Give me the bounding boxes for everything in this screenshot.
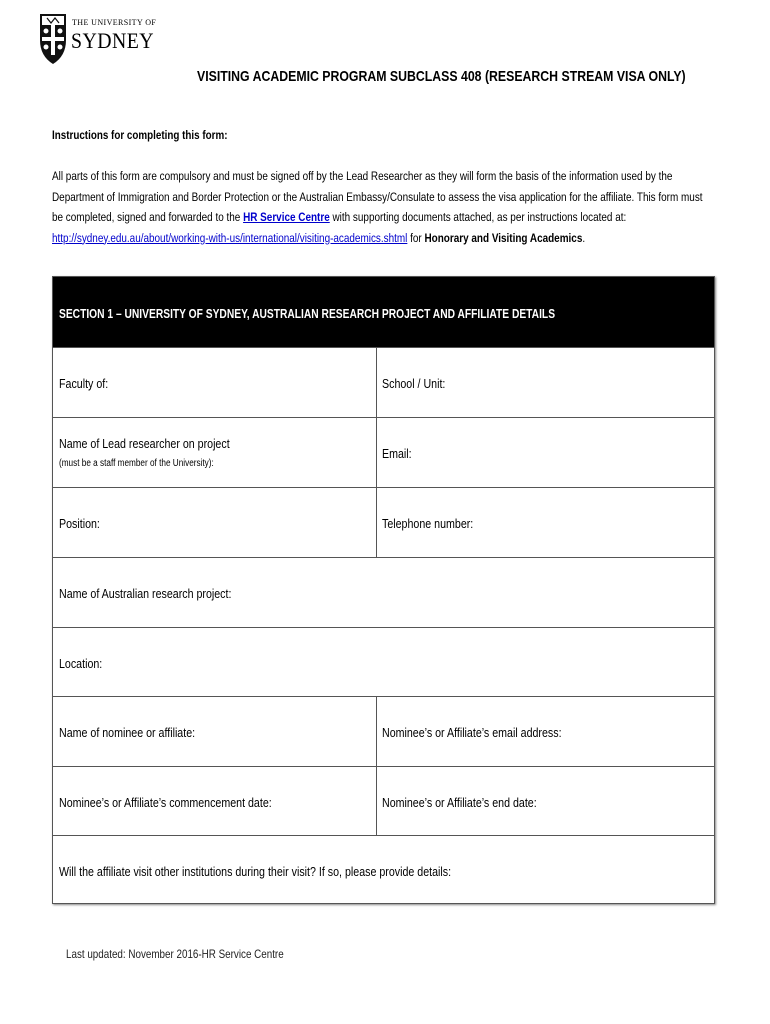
logo-text-small: THE UNIVERSITY OF — [72, 18, 157, 27]
other-institutions-field[interactable]: Will the affiliate visit other institutions during their visit? If so, please provide details: — [59, 864, 452, 879]
position-field[interactable]: Position: — [53, 488, 377, 557]
university-logo — [38, 10, 157, 68]
table-row — [53, 347, 714, 417]
table-row — [53, 835, 714, 905]
instructions-heading: Instructions for completing this form: — [52, 128, 228, 142]
lead-researcher-field[interactable]: Name of Lead researcher on project (must be a staff member of the University): — [53, 418, 377, 487]
table-row — [53, 557, 714, 627]
crest-icon — [38, 10, 68, 66]
footer-last-updated: Last updated: November 2016-HR Service Centre — [66, 947, 284, 961]
faculty-field[interactable]: Faculty of: — [53, 348, 377, 417]
page-title: VISITING ACADEMIC PROGRAM SUBCLASS 408 (RESEARCH STREAM VISA ONLY) — [197, 68, 686, 85]
table-row — [53, 766, 714, 836]
end-date-field[interactable]: Nominee’s or Affiliate’s end date: — [382, 795, 537, 810]
table-row — [53, 696, 714, 766]
section1-form-table — [52, 276, 715, 904]
instructions-text: All parts of this form are compulsory and must be signed off by the Lead Researcher as they will form the basis of the information used by the Department of Immigration and Border Protection or the Australian Embassy/Consulate to assess the visa application for the affiliate. This form must be completed, signed and forwarded to the HR Service Centre with supporting documents attached, as per instructions located at: http://sydney.edu.au/about/working-with-us/international/visiting-academics.shtml for Honorary and Visiting Academics. — [52, 169, 703, 245]
logo-text-sydney: SYDNEY — [71, 28, 155, 53]
email-field[interactable]: Email: — [382, 446, 412, 461]
telephone-field[interactable]: Telephone number: — [382, 516, 474, 531]
table-row — [53, 627, 714, 697]
visiting-academics-url-link[interactable]: http://sydney.edu.au/about/working-with-us/international/visiting-academics.shtml — [52, 230, 408, 245]
hr-service-centre-link[interactable]: HR Service Centre — [243, 210, 330, 224]
section1-header: SECTION 1 – UNIVERSITY OF SYDNEY, AUSTRALIAN RESEARCH PROJECT AND AFFILIATE DETAILS — [53, 277, 714, 347]
nominee-email-field[interactable]: Nominee’s or Affiliate’s email address: — [382, 725, 562, 740]
research-project-field[interactable]: Name of Australian research project: — [59, 586, 232, 601]
commencement-date-field[interactable]: Nominee’s or Affiliate’s commencement date: — [53, 767, 377, 836]
table-row — [53, 487, 714, 557]
location-field[interactable]: Location: — [59, 656, 103, 671]
school-unit-field[interactable]: School / Unit: — [382, 376, 446, 391]
table-row — [53, 417, 714, 487]
nominee-name-field[interactable]: Name of nominee or affiliate: — [53, 697, 377, 766]
